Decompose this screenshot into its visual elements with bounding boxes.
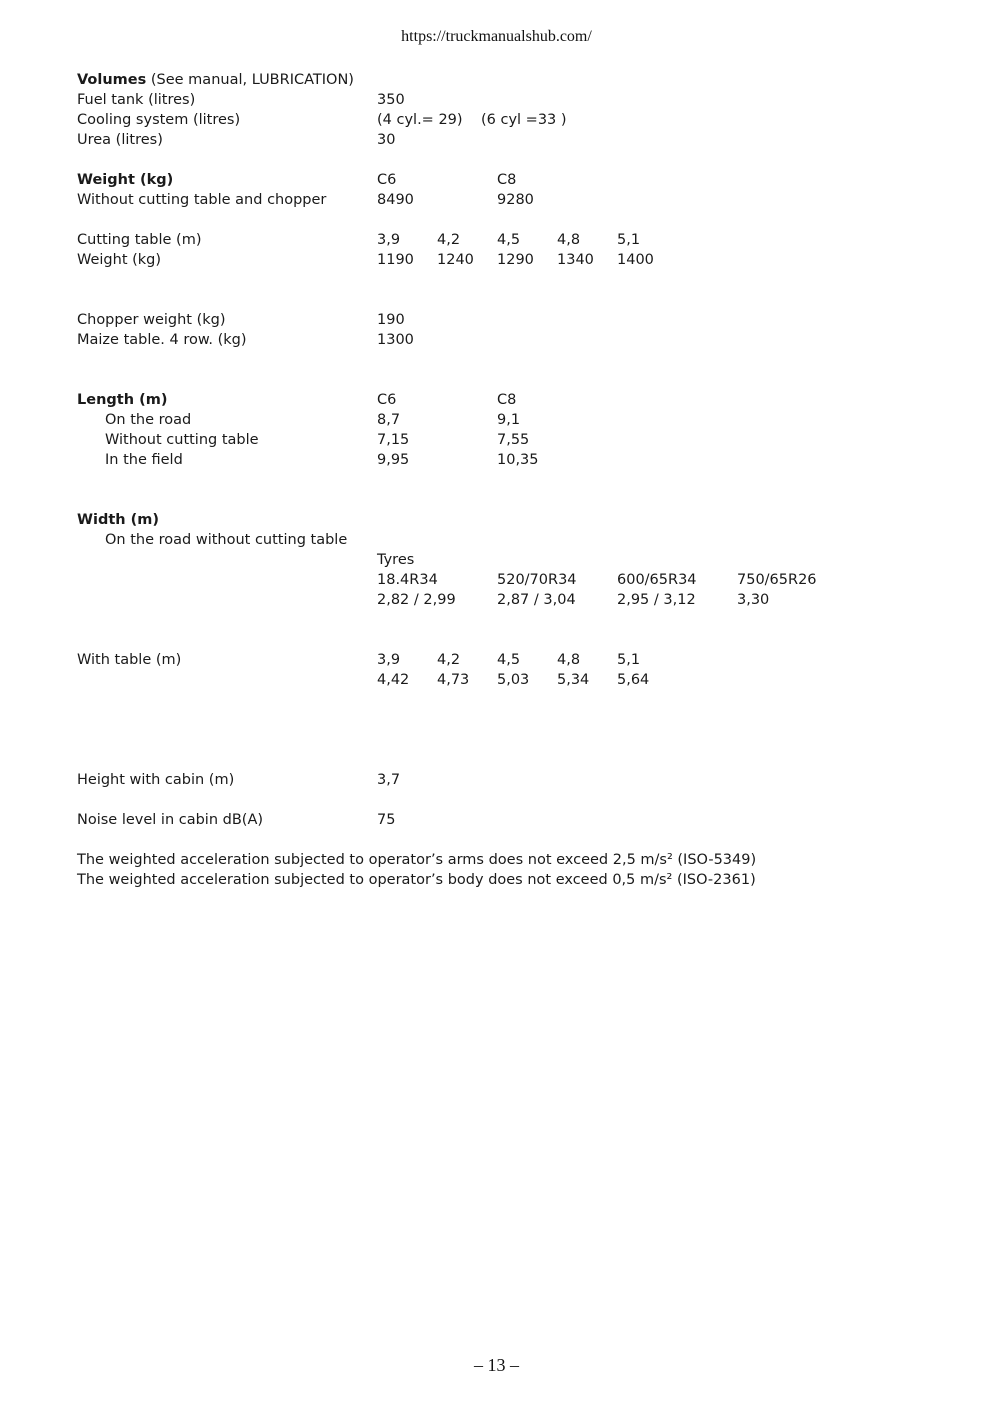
- length-row-c6: 7,15: [377, 432, 410, 448]
- urea-label: Urea (litres): [77, 132, 163, 148]
- tyres-label: Tyres: [377, 552, 415, 568]
- acceleration-arms-text: The weighted acceleration subjected to operator’s arms does not exceed 2,5 m/s² (ISO-5349): [77, 852, 757, 868]
- with-table-width: 5,64: [617, 672, 650, 688]
- cutting-table-weight: 1240: [437, 252, 474, 268]
- length-col-c6: C6: [377, 392, 397, 408]
- with-table-width: 4,73: [437, 672, 470, 688]
- length-title: Length (m): [77, 392, 168, 408]
- length-row-c8: 10,35: [497, 452, 539, 468]
- cutting-table-weight: 1290: [497, 252, 534, 268]
- with-table-size: 5,1: [617, 652, 641, 668]
- tyre-size: 750/65R26: [737, 572, 817, 588]
- with-table-width: 5,34: [557, 672, 590, 688]
- chopper-weight-value: 190: [377, 312, 405, 328]
- tyre-width: 2,95 / 3,12: [617, 592, 696, 608]
- height-value: 3,7: [377, 772, 401, 788]
- noise-label: Noise level in cabin dB(A): [77, 812, 264, 828]
- cooling-6cyl-value: (6 cyl =33 ): [481, 112, 567, 128]
- chopper-weight-label: Chopper weight (kg): [77, 312, 226, 328]
- cutting-table-label: Cutting table (m): [77, 232, 202, 248]
- length-row-c6: 8,7: [377, 412, 401, 428]
- height-label: Height with cabin (m): [77, 772, 235, 788]
- weight-col-c8: C8: [497, 172, 517, 188]
- width-title: Width (m): [77, 512, 160, 528]
- urea-value: 30: [377, 132, 396, 148]
- weight-without-c6: 8490: [377, 192, 414, 208]
- tyre-size: 520/70R34: [497, 572, 577, 588]
- tyre-size: 18.4R34: [377, 572, 438, 588]
- cutting-table-size: 3,9: [377, 232, 401, 248]
- cutting-table-size: 4,2: [437, 232, 461, 248]
- tyre-width: 3,30: [737, 592, 770, 608]
- length-row-label: In the field: [105, 452, 183, 468]
- volumes-title: Volumes: [77, 72, 147, 88]
- noise-value: 75: [377, 812, 396, 828]
- length-row-c8: 7,55: [497, 432, 530, 448]
- with-table-width: 4,42: [377, 672, 410, 688]
- width-road-label: On the road without cutting table: [105, 532, 348, 548]
- cooling-4cyl-value: (4 cyl.= 29): [377, 112, 463, 128]
- cutting-table-size: 4,5: [497, 232, 521, 248]
- with-table-label: With table (m): [77, 652, 182, 668]
- length-row-label: On the road: [105, 412, 192, 428]
- length-row-c6: 9,95: [377, 452, 410, 468]
- page-number: – 13 –: [474, 1355, 519, 1375]
- length-col-c8: C8: [497, 392, 517, 408]
- volumes-heading: [77, 70, 354, 90]
- with-table-size: 4,2: [437, 652, 461, 668]
- with-table-size: 4,5: [497, 652, 521, 668]
- with-table-size: 3,9: [377, 652, 401, 668]
- cutting-table-size: 5,1: [617, 232, 641, 248]
- cutting-table-weight-label: Weight (kg): [77, 252, 162, 268]
- length-row-label: Without cutting table: [105, 432, 259, 448]
- maize-table-label: Maize table. 4 row. (kg): [77, 332, 247, 348]
- tyre-width: 2,82 / 2,99: [377, 592, 456, 608]
- weight-without-label: Without cutting table and chopper: [77, 192, 327, 208]
- volumes-note: (See manual, LUBRICATION): [150, 72, 354, 88]
- with-table-width: 5,03: [497, 672, 530, 688]
- with-table-size: 4,8: [557, 652, 581, 668]
- tyre-size: 600/65R34: [617, 572, 697, 588]
- fuel-tank-label: Fuel tank (litres): [77, 92, 196, 108]
- weight-col-c6: C6: [377, 172, 397, 188]
- tyre-width: 2,87 / 3,04: [497, 592, 576, 608]
- acceleration-body-text: The weighted acceleration subjected to operator’s body does not exceed 0,5 m/s² (ISO-2361): [77, 872, 756, 888]
- cooling-system-label: Cooling system (litres): [77, 112, 241, 128]
- weight-title: Weight (kg): [77, 172, 174, 188]
- cutting-table-weight: 1340: [557, 252, 594, 268]
- cutting-table-size: 4,8: [557, 232, 581, 248]
- fuel-tank-value: 350: [377, 92, 405, 108]
- cutting-table-weight: 1400: [617, 252, 654, 268]
- weight-without-c8: 9280: [497, 192, 534, 208]
- header-url: https://truckmanualshub.com/: [401, 28, 592, 45]
- length-row-c8: 9,1: [497, 412, 521, 428]
- cutting-table-weight: 1190: [377, 252, 414, 268]
- maize-table-value: 1300: [377, 332, 414, 348]
